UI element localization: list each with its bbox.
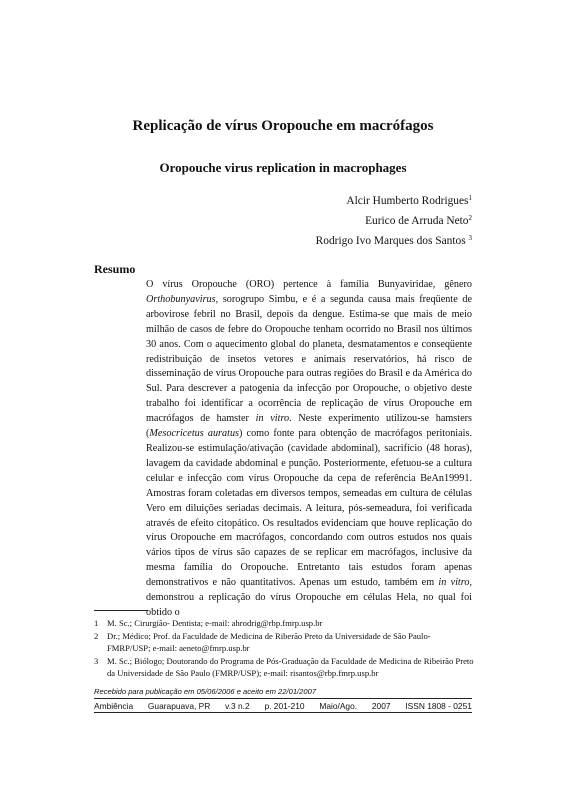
journal-name: Ambiência xyxy=(94,700,134,711)
author-name: Alcir Humberto Rodrigues xyxy=(346,195,469,207)
footnote-text: Dr.; Médico; Prof. da Faculdade de Medicina de Riberão Preto da Universidade de São Paulo-FMRP/USP; e-mail: aeneto@fmrp.usp.br xyxy=(107,631,431,653)
journal-city: Guarapuava, PR xyxy=(147,700,211,711)
footnote-2 xyxy=(94,631,474,654)
journal-pages: p. 201-210 xyxy=(264,700,305,711)
author-1 xyxy=(316,190,472,210)
author-affiliation-mark: 2 xyxy=(468,214,472,223)
author-name: Eurico de Arruda Neto xyxy=(365,215,469,228)
journal-volume: v.3 n.2 xyxy=(225,700,250,711)
abstract-heading: Resumo xyxy=(94,262,136,276)
paper-subtitle: Oropouche virus replication in macrophages xyxy=(159,160,407,175)
paper-title: Replicação de vírus Oropouche em macrófagos xyxy=(132,118,434,134)
footnote-number: 1 xyxy=(94,618,99,628)
author-2 xyxy=(316,210,472,230)
author-affiliation-mark: 3 xyxy=(468,234,472,243)
journal-issn: ISSN 1808 - 0251 xyxy=(405,700,472,711)
abstract-body xyxy=(146,278,472,621)
footnote-number: 3 xyxy=(94,656,99,667)
footnote-divider xyxy=(94,610,148,611)
footnote-text: M. Sc.; Biólogo; Doutorando do Programa de Pós-Graduação da Faculdade de Medicina de Ribeirão Preto da Universidade de São Paulo (FMRP/USP); e-mail: risantos@rbp.fmrp.usp.br xyxy=(107,656,474,678)
author-3 xyxy=(316,230,472,250)
footnote-text: M. Sc.; Cirurgião- Dentista; e-mail: ahrodrig@rbp.fmrp.usp.br xyxy=(107,618,323,628)
journal-date: Maio/Ago. xyxy=(319,700,358,711)
abstract-paragraph: O vírus Oropouche (ORO) pertence à família Bunyaviridae, gênero Orthobunyavirus, sorogrupo Simbu, e é a segunda causa mais freqüente de arbovirose febril no Brasil, depois da dengue. Estima-se que mais de meio milhão de casos de febre do Oropouche tenham ocorrido no Brasil nos últimos 30 anos. Com o aquecimento global do planeta, desmatamentos e conseqüente redistribuição de insetos vetores e animais reservatórios, há risco de disseminação de vírus Oropouche para outras regiões do Brasil e da América do Sul. Para descrever a patogenia da infecção por Oropouche, o objetivo deste trabalho foi identificar a ocorrência de replicação de vírus Oropouche em macrófagos de hamster in vitro. Neste experimento utilizou-se hamsters (Mesocricetus auratus) como fonte para obtenção de macrófagos peritoniais. Realizou-se estimulação/ativação (cavidade abdominal), sacrifício (48 horas), lavagem da cavidade abdominal e punção. Posteriormente, efetuou-se a cultura celular e infecção com vírus Oropouche da cepa de referência BeAn19991. Amostras foram coletadas em diversos tempos, semeadas em cultura de células Vero em diluições seriadas decimais. A leitura, pós-semeadura, foi verificada através de efeito citopático. Os resultados evidenciam que houve replicação do vírus Oropouche em macrófagos, concordando com outros estudos nos quais vários tipos de vírus são capazes de se replicar em macrófagos, inclusive da mesma família do Oropouche. Entretanto tais estudos foram apenas demonstrativos e não quantitativos. Apenas um estudo, também em in vitro, demonstrou a replicação do vírus Oropouche em células Hela, no qual foi obtido o xyxy=(146,279,472,618)
author-list xyxy=(316,190,472,251)
footnote-3 xyxy=(94,656,474,679)
footnote-number: 2 xyxy=(94,631,99,642)
received-note: Recebido para publicação em 05/06/2006 e aceito em 22/01/2007 xyxy=(94,687,317,696)
footnote-1 xyxy=(94,618,474,629)
footnotes xyxy=(94,618,474,681)
journal-year: 2007 xyxy=(371,700,391,711)
author-affiliation-mark: 1 xyxy=(468,194,472,202)
author-name: Rodrigo Ivo Marques dos Santos xyxy=(315,235,469,248)
journal-footer xyxy=(94,698,472,713)
